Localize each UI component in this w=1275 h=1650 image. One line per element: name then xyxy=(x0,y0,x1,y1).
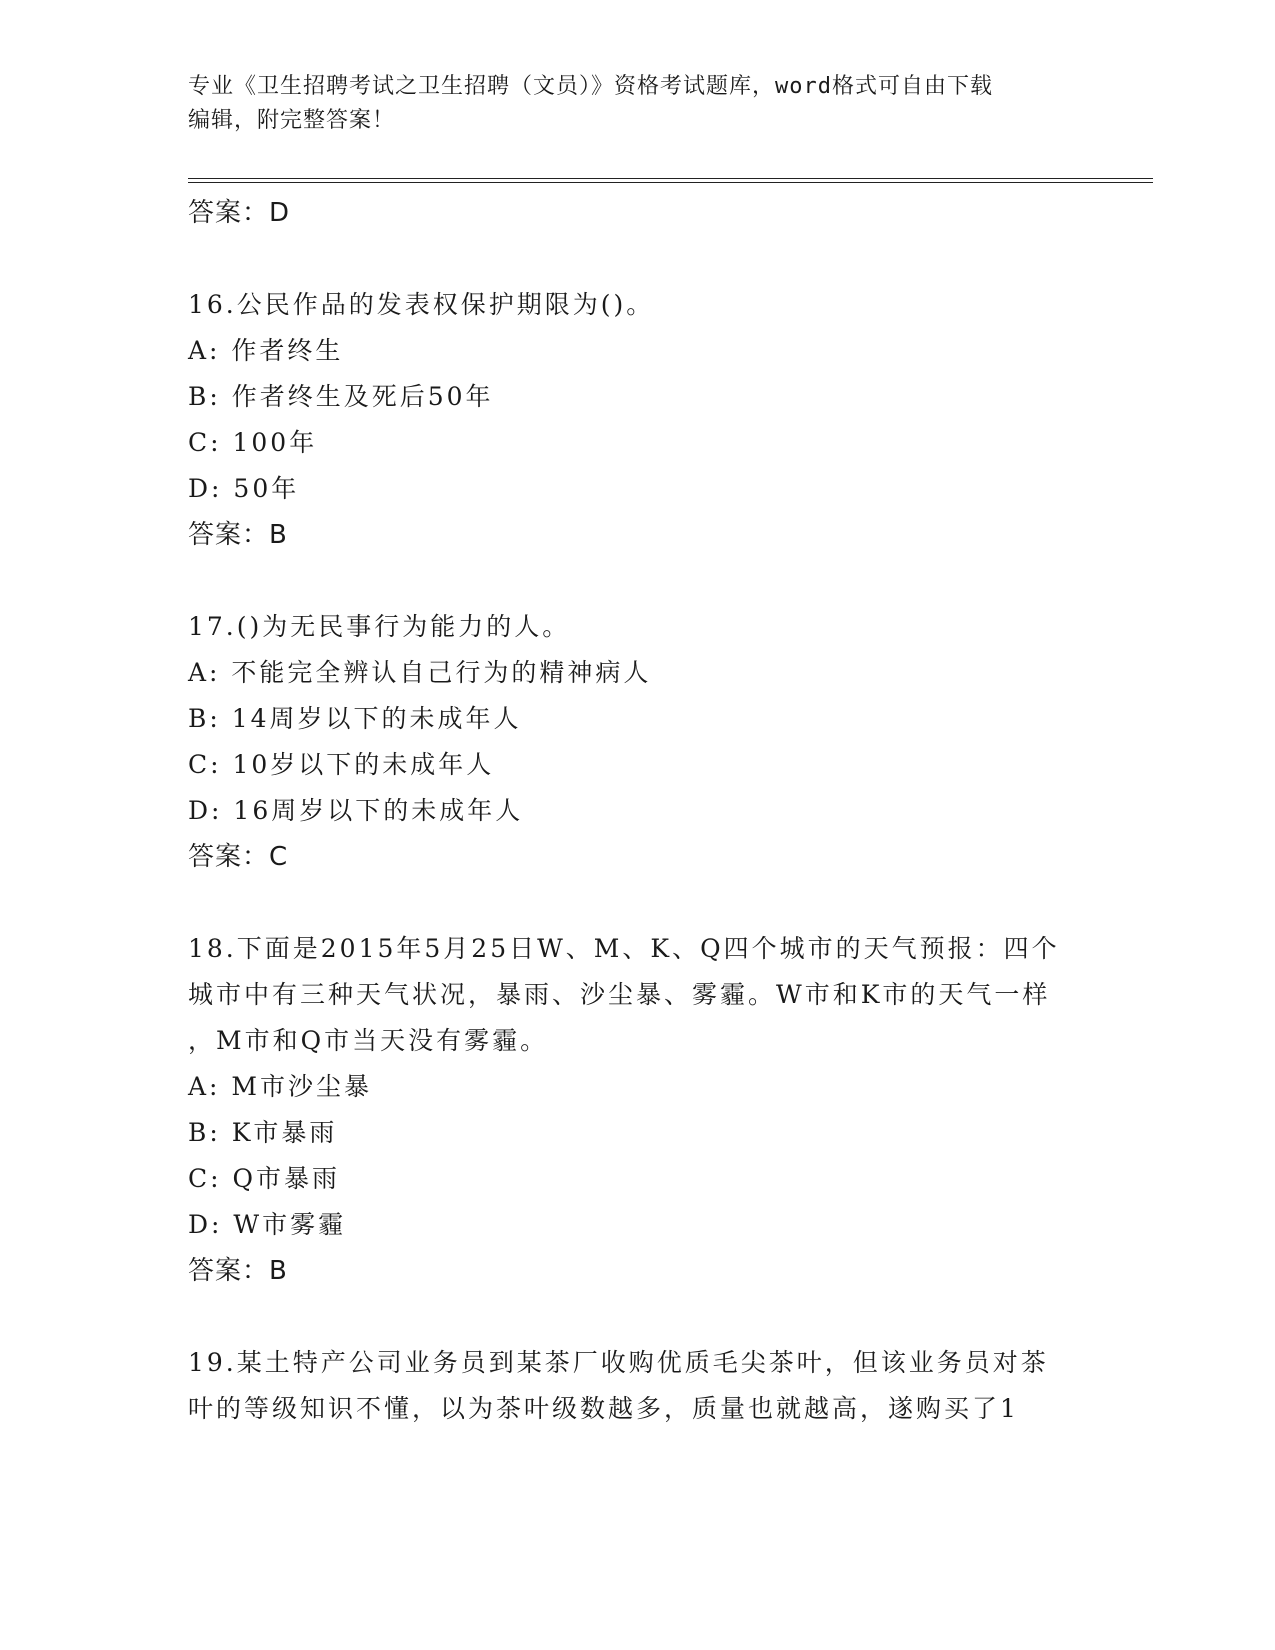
header-line-2: 编辑，附完整答案！ xyxy=(188,108,396,133)
spacer xyxy=(188,880,1088,926)
option-b: B: 作者终生及死后50年 xyxy=(188,382,494,411)
option-d: D: 16周岁以下的未成年人 xyxy=(188,796,524,825)
option-c: C: 10岁以下的未成年人 xyxy=(188,750,495,779)
option-b: B: 14周岁以下的未成年人 xyxy=(188,704,522,733)
option-b: B: K市暴雨 xyxy=(188,1118,338,1147)
option-d: D: W市雾霾 xyxy=(188,1210,347,1239)
question-list xyxy=(188,190,1088,1432)
question-stem: 19.某土特产公司业务员到某茶厂收购优质毛尖茶叶，但该业务员对茶 xyxy=(188,1348,1049,1377)
question-item xyxy=(188,1340,1088,1432)
question-item xyxy=(188,926,1088,1294)
question-stem: 16.公民作品的发表权保护期限为()。 xyxy=(188,290,655,319)
spacer xyxy=(188,1294,1088,1340)
page-header xyxy=(188,70,1088,138)
question-item xyxy=(188,604,1088,880)
option-c: C: 100年 xyxy=(188,428,318,457)
question-stem-continued: 叶的等级知识不懂，以为茶叶级数越多，质量也就越高，遂购买了1 xyxy=(188,1394,1019,1423)
answer-line: 答案：C xyxy=(188,842,289,872)
spacer xyxy=(188,558,1088,604)
header-line-1: 专业《卫生招聘考试之卫生招聘（文员）》资格考试题库，word格式可自由下载 xyxy=(188,74,993,99)
question-stem: 18.下面是2015年5月25日W、M、K、Q四个城市的天气预报：四个 xyxy=(188,934,1060,963)
answer-line: 答案：B xyxy=(188,520,288,550)
spacer xyxy=(188,236,1088,282)
question-item xyxy=(188,282,1088,558)
option-a: A: 不能完全辨认自己行为的精神病人 xyxy=(188,658,652,687)
header-divider xyxy=(188,178,1153,183)
question-stem: 17.()为无民事行为能力的人。 xyxy=(188,612,571,641)
option-c: C: Q市暴雨 xyxy=(188,1164,340,1193)
answer-line: 答案：B xyxy=(188,1256,288,1286)
answer-line: 答案：D xyxy=(188,198,291,228)
question-stem-continued: 城市中有三种天气状况，暴雨、沙尘暴、雾霾。W市和K市的天气一样 xyxy=(188,980,1051,1009)
question-stem-continued: ，M市和Q市当天没有雾霾。 xyxy=(188,1026,549,1055)
option-a: A: 作者终生 xyxy=(188,336,344,365)
option-a: A: M市沙尘暴 xyxy=(188,1072,373,1101)
option-d: D: 50年 xyxy=(188,474,300,503)
